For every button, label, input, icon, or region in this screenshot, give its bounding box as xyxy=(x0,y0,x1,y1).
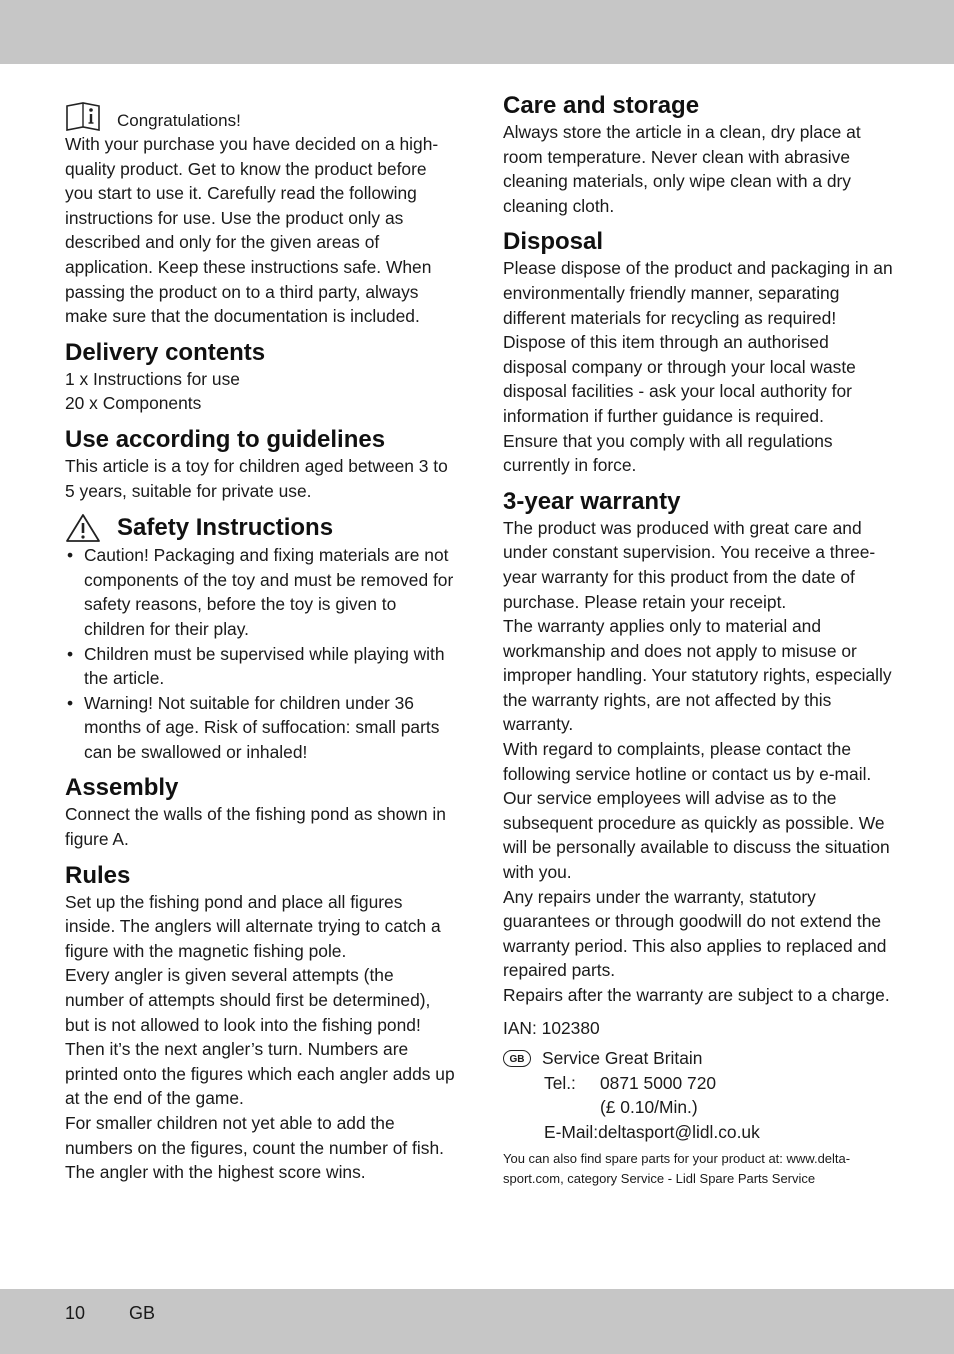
rules-paragraph: Then it’s the next angler’s turn. Numbers are printed onto the figures which each angler adds up at the end of the game. xyxy=(65,1039,455,1109)
rules-title: Rules xyxy=(65,861,131,889)
safety-item: • Warning! Not suitable for children under 36 months of age. Risk of suffocation: small parts can be swallowed or inhaled! xyxy=(65,691,455,765)
guidelines-title: Use according to guidelines xyxy=(65,425,386,453)
safety-title: Safety Instructions xyxy=(117,514,334,542)
page-language: GB xyxy=(129,1303,156,1323)
rules-paragraph: The angler with the highest score wins. xyxy=(65,1162,366,1183)
service-block xyxy=(503,1046,895,1144)
disposal-paragraph: Dispose of this item through an authorised disposal company or through your local waste disposal facilities - ask your local authority for information if further guidance is required. xyxy=(503,332,856,426)
page-number: 10 xyxy=(65,1303,86,1323)
info-book-icon xyxy=(65,100,101,132)
warranty-paragraph: The product was produced with great care and under constant supervision. You receive a three-year warranty for this product from the date of purchase. Please retain your receipt. xyxy=(503,517,876,612)
left-column xyxy=(65,92,455,1185)
service-name: Service Great Britain xyxy=(542,1048,703,1069)
assembly-text: Connect the walls of the fishing pond as shown in figure A. xyxy=(65,804,446,850)
ian-number: IAN: 102380 xyxy=(503,1017,600,1038)
rules-paragraph: Every angler is given several attempts (the number of attempts should first be determined), but is not allowed to look into the fishing pond! xyxy=(65,965,431,1035)
service-contact xyxy=(503,1071,895,1145)
country-badge-icon: GB xyxy=(503,1050,531,1067)
intro-label: Congratulations! xyxy=(117,111,241,130)
safety-header xyxy=(65,513,455,543)
warranty-paragraph: The warranty applies only to material and workmanship and does not apply to misuse or improper handling. Your statutory rights, especially the warranty rights, are not affected by this warranty. xyxy=(503,616,892,735)
intro-header xyxy=(65,92,455,132)
delivery-item: 20 x Components xyxy=(65,393,202,414)
right-column xyxy=(503,92,895,1189)
disposal-title: Disposal xyxy=(503,228,604,256)
safety-list xyxy=(65,543,455,764)
safety-item: • Caution! Packaging and fixing materials are not components of the toy and must be removed for safety reasons, before the toy is given to children for their play. xyxy=(65,543,455,641)
care-title: Care and storage xyxy=(503,92,700,119)
tel-rate-row xyxy=(544,1095,895,1120)
disposal-paragraph: Please dispose of the product and packaging in an environmentally friendly manner, separating different materials for recycling as required! xyxy=(503,258,893,328)
disposal-paragraph: Ensure that you comply with all regulations currently in force. xyxy=(503,430,833,476)
assembly-title: Assembly xyxy=(65,774,179,802)
tel-row xyxy=(544,1071,895,1096)
tel-label: Tel.: xyxy=(544,1072,576,1093)
warning-triangle-icon xyxy=(65,513,101,543)
header-band xyxy=(0,0,954,64)
care-text: Always store the article in a clean, dry place at room temperature. Never clean with abrasive cleaning materials, only wipe clean with a dry cleaning cloth. xyxy=(503,122,861,216)
safety-item: • Children must be supervised while playing with the article. xyxy=(65,642,455,691)
intro-text: With your purchase you have decided on a high-quality product. Get to know the product before you start to use it. Carefully read the following instructions for use. Use the product only as described and only for the given areas of application. Keep these instructions safe. When passing the product on to a third party, always make sure that the documentation is included. xyxy=(65,134,439,327)
rules-paragraph: For smaller children not yet able to add the numbers on the figures, count the number of fish. xyxy=(65,1113,444,1158)
warranty-title: 3-year warranty xyxy=(503,487,681,515)
rules-paragraph: Set up the fishing pond and place all figures inside. The anglers will alternate trying to catch a figure with the magnetic fishing pole. xyxy=(65,891,441,961)
service-email: E-Mail:deltasport@lidl.co.uk xyxy=(544,1121,760,1142)
spare-parts-note: You can also find spare parts for your product at: www.delta-sport.com, category Service - Lidl Spare Parts Service xyxy=(503,1150,851,1186)
tel-number: 0871 5000 720 xyxy=(600,1072,717,1093)
service-name-row xyxy=(503,1046,895,1071)
tel-rate: (£ 0.10/Min.) xyxy=(600,1097,698,1118)
warranty-paragraph: With regard to complaints, please contact the following service hotline or contact us by e-mail. Our service employees will advise as to the subsequent procedure as quickly as possible. We will be personally available to discuss the situation with you. xyxy=(503,739,890,883)
warranty-paragraph: Repairs after the warranty are subject to a charge. xyxy=(503,985,890,1005)
warranty-paragraph: Any repairs under the warranty, statutory guarantees or through goodwill do not extend the warranty period. This also applies to replaced and repaired parts. xyxy=(503,886,887,981)
delivery-item: 1 x Instructions for use xyxy=(65,368,240,389)
delivery-title: Delivery contents xyxy=(65,338,266,366)
guidelines-text: This article is a toy for children aged between 3 to 5 years, suitable for private use. xyxy=(65,455,448,501)
